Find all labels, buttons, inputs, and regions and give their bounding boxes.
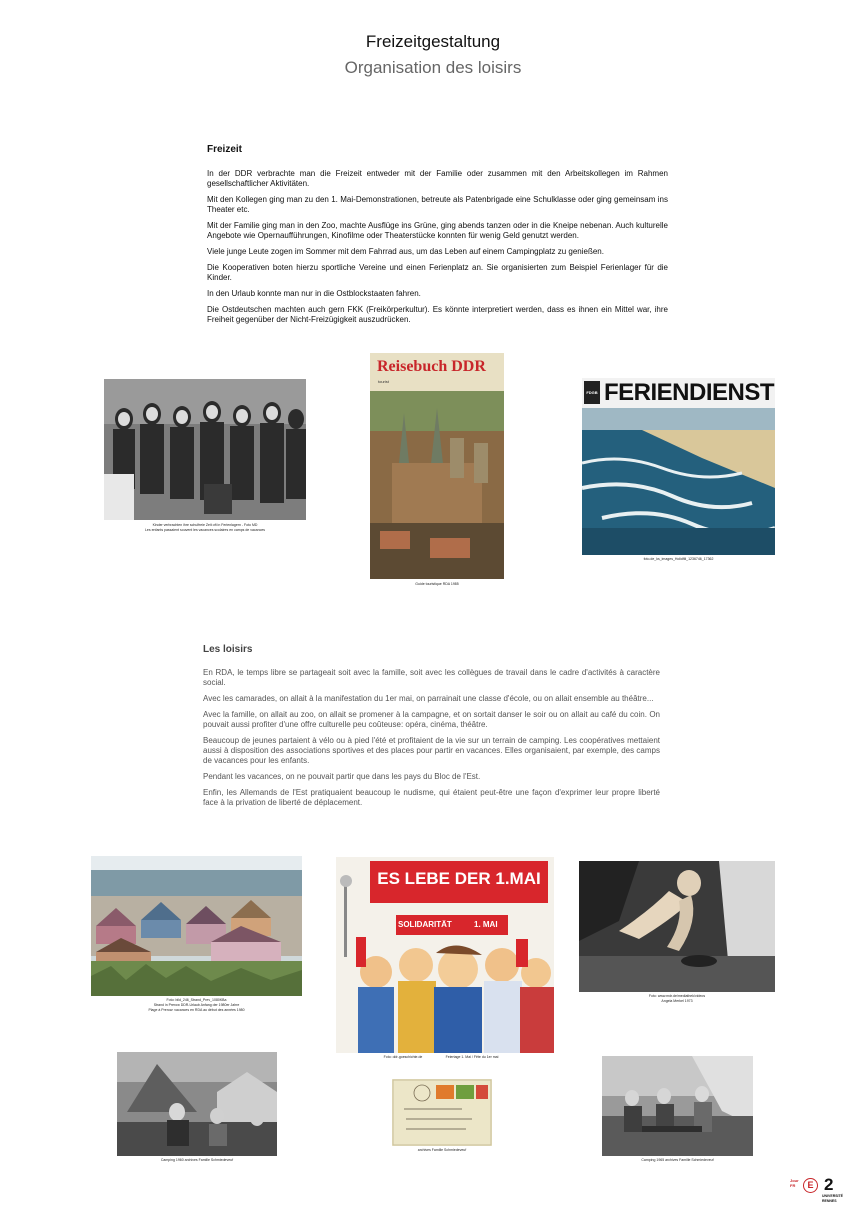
french-paragraph: Avec les camarades, on allait à la manifestation du 1er mai, on parrainait une classe d'école, ou on allait ensemble au théâtre... [203, 694, 654, 703]
strand-caption-source: Foto: bild_246_Strand_Prev_1080KBa [166, 998, 227, 1002]
kinder-photo-image [104, 379, 306, 520]
feriendienst-logo: FDGB [584, 381, 600, 404]
mai-banner-solidaritaet: SOLIDARITÄT [398, 920, 452, 929]
camping-right-photo [602, 1056, 753, 1156]
reisebuch-cover-publisher: tourist [378, 379, 389, 384]
french-paragraph: Avec la famille, on allait au zoo, on allait se promener à la campagne, et on sortait danser le soir ou on allait au café du coin. On pouvait aussi profiter d'une offre culturelle peu coûteuse: opéra, cinéma, théâtre. [203, 710, 660, 729]
postcard-photo [392, 1079, 492, 1146]
german-paragraph: Mit der Familie ging man in den Zoo, machte Ausflüge ins Grüne, ging abends tanzen oder in die Kneipe nebenan. Auch kulturelle Angebote wie Opernaufführungen, Kinofilme oder Theaterstücke konnten für wenig Geld genutzt werden. [207, 221, 668, 240]
mai-caption-source: Foto: ddr-goeschichte.de [383, 1055, 423, 1059]
german-paragraph: In der DDR verbrachte man die Freizeit entweder mit der Familie oder zusammen mit den Arbeitskollegen im Rahmen gesellschaftlicher Aktivitäten. [207, 169, 668, 188]
camping-right-photo-image [602, 1056, 753, 1156]
page-title-german: Freizeitgestaltung [365, 32, 501, 51]
reisebuch-cover-image [370, 353, 504, 579]
feriendienst-caption: foto.de_ks_images_Holidfili_1236746_17362 [643, 557, 714, 561]
postcard-photo-image [392, 1079, 492, 1146]
camping-left-caption: Camping 1960 archives Famille Schmiedeveuf [160, 1158, 234, 1162]
french-paragraph: Pendant les vacances, on ne pouvait partir que dans les pays du Bloc de l'Est. [203, 772, 481, 781]
page-title-french: Organisation des loisirs [344, 58, 522, 77]
universite-logo-text-1: UNIVERSITÉ [822, 1194, 844, 1198]
german-paragraph: Die Kooperativen boten hierzu sportliche Vereine und einen Ferienplatz an. Sie organisierten zum Beispiel Ferienlager für die Kinder. [207, 263, 668, 282]
reisebuch-caption: Guide touristique RDA 1985 [415, 582, 459, 586]
angela-photo [579, 861, 775, 992]
universite-rennes-logo [822, 1175, 850, 1208]
feriendienst-cover [582, 378, 775, 555]
universite-logo-text-2: RENNES [822, 1199, 837, 1203]
camping-right-caption: Camping 1965 archives Famille Schmiedeveuf [641, 1158, 714, 1162]
angela-caption-name: Angela Merkel 1973 [661, 999, 693, 1003]
mai-caption-title: Feiertage 1. Mai / Fête du 1er mai [445, 1055, 499, 1059]
strand-photo-image [91, 856, 302, 996]
camping-left-photo-image [117, 1052, 277, 1156]
german-section-heading: Freizeit [207, 144, 243, 155]
feriendienst-title: FERIENDIENST [604, 379, 775, 406]
universite-logo-mark: 2 [824, 1175, 834, 1194]
french-paragraph: Beaucoup de jeunes partaient à vélo ou à pied l'été et profitaient de la vie sur un terrain de camping. Les coopératives mettaient aussi à disposition des associations sportives et des places pour partir en vacances. Elles organisaient, par exemple, des camps de vacances pour les enfants. [203, 736, 660, 765]
kinder-caption-german: Kinder verbrachten ihre schulfreie Zeit oft in Ferienlagern - Foto MD [152, 523, 258, 527]
kinder-caption-french: Les enfants passaient souvent les vacances scolaires en camps de vacances [144, 528, 266, 532]
jumelage-logo [790, 1178, 818, 1200]
angela-caption-source: Foto: www.mdr.de/mediathek/videos [648, 994, 706, 998]
french-text-section [203, 644, 660, 814]
reisebuch-cover [370, 353, 504, 579]
mai-poster [336, 857, 554, 1053]
german-paragraph: In den Urlaub konnte man nur in die Ostblockstaaten fahren. [207, 289, 421, 298]
kinder-photo [104, 379, 306, 520]
french-paragraph: Enfin, les Allemands de l'Est pratiquaient beaucoup le nudisme, qui étaient peut-être une façon d'exprimer leur propre liberté face à la privation de liberté de déplacement. [203, 788, 660, 807]
camping-left-photo [117, 1052, 277, 1156]
mai-banner-main: ES LEBE DER 1.MAI [377, 869, 541, 888]
jumelage-logo-mark: E [803, 1178, 818, 1193]
french-section-heading: Les loisirs [203, 644, 253, 655]
german-text-section [207, 144, 668, 331]
strand-caption-german: Strand in Prerow DDR-Urlaub Anfang der 1980er Jahre [153, 1003, 240, 1007]
angela-photo-image [579, 861, 775, 992]
french-paragraph: En RDA, le temps libre se partageait soit avec la famille, soit avec les collègues de travail dans le cadre d'activités à caractère social. [203, 668, 660, 687]
german-paragraph: Viele junge Leute zogen im Sommer mit dem Fahrrad aus, um das Leben auf einem Campingplatz zu genießen. [207, 247, 604, 256]
german-paragraph: Die Ostdeutschen machten auch gern FKK (Freikörperkultur). Es könnte interpretiert werden, dass es ihnen ein Mittel war, ihre Freiheit gegenüber der Nicht-Freizügigkeit auszudrücken. [207, 305, 668, 324]
strand-caption-french: Plage à Prerow: vacances en RDA au début des années 1980 [148, 1008, 245, 1012]
strand-photo [91, 856, 302, 996]
reisebuch-cover-title: Reisebuch DDR [377, 358, 486, 375]
german-paragraph: Mit den Kollegen ging man zu den 1. Mai-Demonstrationen, betreute als Patenbrigade eine Schulklasse oder ging gemeinsam ins Theater etc. [207, 195, 668, 214]
jumelage-logo-text: Jour FR [790, 1178, 799, 1188]
mai-banner-date: 1. MAI [474, 920, 498, 929]
postcard-caption: archives Famille Schmiedeveuf [417, 1148, 467, 1152]
